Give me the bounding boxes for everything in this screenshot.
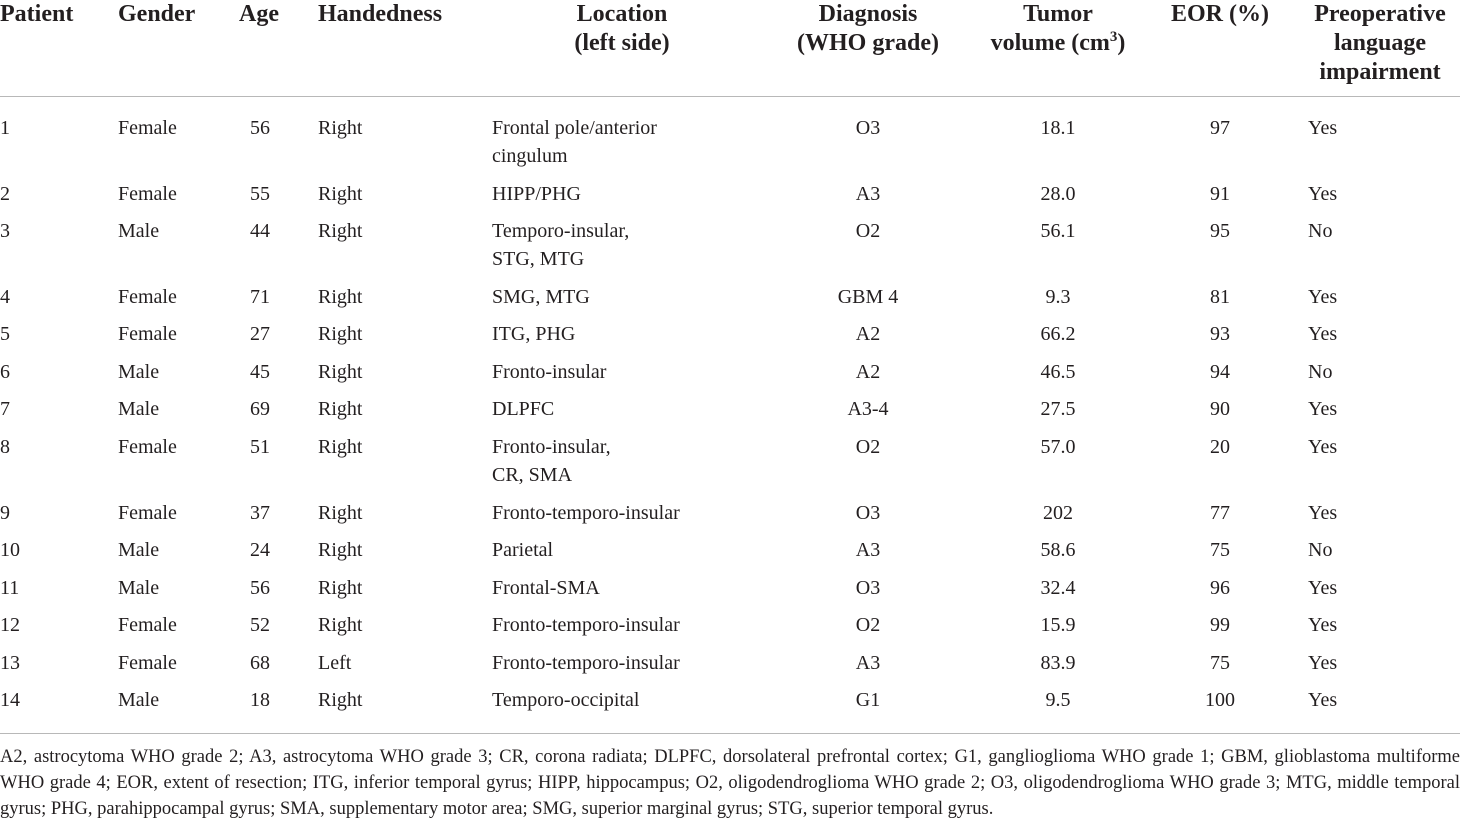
cell-location <box>492 499 752 527</box>
cell-age: 69 <box>250 398 270 420</box>
cell-handedness: Right <box>318 361 363 383</box>
cell-eor: 90 <box>1210 398 1230 420</box>
cell-age: 71 <box>250 286 270 308</box>
cell-line: Fronto-temporo-insular <box>492 614 680 636</box>
cell-age: 52 <box>250 614 270 636</box>
cell-handedness: Right <box>318 436 363 458</box>
cell-gender: Male <box>118 398 160 420</box>
cell-gender: Female <box>118 502 177 524</box>
cell-diagnosis: A3 <box>855 652 881 674</box>
cell-gender: Female <box>118 117 177 139</box>
header-tumor-volume <box>968 0 1148 58</box>
cell-diagnosis: A3-4 <box>847 398 889 420</box>
header-location-line2: (left side) <box>574 30 670 56</box>
cell-location <box>492 686 752 714</box>
header-tumor-line2-text: volume (cm <box>990 30 1110 56</box>
cell-age: 56 <box>250 577 270 599</box>
cell-volume: 18.1 <box>1040 117 1076 139</box>
cell-impairment: Yes <box>1308 398 1338 420</box>
cell-age: 68 <box>250 652 270 674</box>
cell-volume: 202 <box>1043 502 1073 524</box>
cell-eor: 93 <box>1210 323 1230 345</box>
cell-handedness: Right <box>318 220 363 242</box>
cell-handedness: Right <box>318 183 363 205</box>
cell-eor: 77 <box>1210 502 1230 524</box>
cell-line: CR, SMA <box>492 464 573 486</box>
cell-line: STG, MTG <box>492 248 585 270</box>
cell-line: Fronto-temporo-insular <box>492 502 680 524</box>
cell-impairment: Yes <box>1308 117 1338 139</box>
cell-gender: Male <box>118 689 160 711</box>
header-impairment-line2: language <box>1333 30 1426 56</box>
cell-gender: Male <box>118 577 160 599</box>
cell-volume: 9.3 <box>1045 286 1071 308</box>
cell-patient: 13 <box>0 652 20 674</box>
header-tumor-line2 <box>968 29 1148 58</box>
header-impairment <box>1300 0 1460 87</box>
cell-line: Fronto-insular, <box>492 436 611 458</box>
cell-diagnosis: O2 <box>855 220 881 242</box>
cell-eor: 97 <box>1210 117 1230 139</box>
cell-diagnosis: A3 <box>855 539 881 561</box>
cell-patient: 8 <box>0 436 10 458</box>
cell-impairment: Yes <box>1308 323 1338 345</box>
cell-diagnosis: GBM 4 <box>837 286 899 308</box>
cell-diagnosis: A2 <box>855 361 881 383</box>
header-gender: Gender <box>118 1 196 27</box>
cell-age: 56 <box>250 117 270 139</box>
header-eor: EOR (%) <box>1171 1 1269 27</box>
cell-eor: 95 <box>1210 220 1230 242</box>
cell-volume: 46.5 <box>1040 361 1076 383</box>
cell-patient: 14 <box>0 689 20 711</box>
cell-diagnosis: O3 <box>855 502 881 524</box>
cell-line: Parietal <box>492 539 554 561</box>
header-diagnosis-line2: (WHO grade) <box>797 30 939 56</box>
cell-location <box>492 433 752 489</box>
header-impairment-line1: Preoperative <box>1314 1 1446 27</box>
cell-impairment: Yes <box>1308 436 1338 458</box>
header-tumor-line1: Tumor <box>1023 1 1093 27</box>
header-location <box>522 0 722 58</box>
header-diagnosis-line1: Diagnosis <box>818 1 918 27</box>
cell-diagnosis: O2 <box>855 614 881 636</box>
cell-patient: 7 <box>0 398 10 420</box>
cell-handedness: Right <box>318 117 363 139</box>
header-tumor-sup: 3 <box>1109 29 1118 45</box>
cell-line: HIPP/PHG <box>492 183 581 205</box>
cell-impairment: No <box>1308 539 1333 561</box>
cell-patient: 1 <box>0 117 10 139</box>
cell-volume: 56.1 <box>1040 220 1076 242</box>
cell-handedness: Right <box>318 398 363 420</box>
cell-handedness: Right <box>318 539 363 561</box>
cell-handedness: Right <box>318 286 363 308</box>
cell-line: Temporo-insular, <box>492 220 630 242</box>
cell-volume: 58.6 <box>1040 539 1076 561</box>
cell-impairment: Yes <box>1308 614 1338 636</box>
cell-handedness: Left <box>318 652 352 674</box>
cell-age: 51 <box>250 436 270 458</box>
cell-gender: Female <box>118 183 177 205</box>
cell-handedness: Right <box>318 323 363 345</box>
cell-volume: 66.2 <box>1040 323 1076 345</box>
cell-patient: 9 <box>0 502 10 524</box>
cell-patient: 5 <box>0 323 10 345</box>
cell-volume: 83.9 <box>1040 652 1076 674</box>
cell-volume: 28.0 <box>1040 183 1076 205</box>
cell-gender: Male <box>118 539 160 561</box>
cell-patient: 11 <box>0 577 20 599</box>
header-rule <box>0 96 1460 97</box>
cell-gender: Female <box>118 323 177 345</box>
cell-eor: 75 <box>1210 539 1230 561</box>
cell-age: 24 <box>250 539 270 561</box>
cell-gender: Female <box>118 436 177 458</box>
cell-diagnosis: O3 <box>855 577 881 599</box>
cell-location <box>492 180 752 208</box>
cell-line: Frontal-SMA <box>492 577 600 599</box>
cell-eor: 94 <box>1210 361 1230 383</box>
cell-patient: 12 <box>0 614 20 636</box>
cell-eor: 81 <box>1210 286 1230 308</box>
cell-impairment: Yes <box>1308 183 1338 205</box>
cell-diagnosis: O2 <box>855 436 881 458</box>
cell-line: SMG, MTG <box>492 286 590 308</box>
cell-impairment: Yes <box>1308 502 1338 524</box>
cell-eor: 20 <box>1210 436 1230 458</box>
cell-gender: Male <box>118 361 160 383</box>
cell-location <box>492 283 752 311</box>
cell-eor: 100 <box>1205 689 1235 711</box>
cell-gender: Female <box>118 286 177 308</box>
cell-impairment: No <box>1308 361 1333 383</box>
cell-location <box>492 574 752 602</box>
cell-location <box>492 536 752 564</box>
cell-age: 37 <box>250 502 270 524</box>
cell-handedness: Right <box>318 502 363 524</box>
cell-line: Fronto-insular <box>492 361 607 383</box>
cell-diagnosis: O3 <box>855 117 881 139</box>
cell-gender: Male <box>118 220 160 242</box>
cell-location <box>492 320 752 348</box>
cell-line: Fronto-temporo-insular <box>492 652 680 674</box>
header-location-line1: Location <box>576 1 668 27</box>
cell-volume: 32.4 <box>1040 577 1076 599</box>
cell-volume: 57.0 <box>1040 436 1076 458</box>
cell-volume: 9.5 <box>1045 689 1071 711</box>
cell-impairment: Yes <box>1308 689 1338 711</box>
cell-volume: 15.9 <box>1040 614 1076 636</box>
cell-patient: 4 <box>0 286 10 308</box>
cell-gender: Female <box>118 652 177 674</box>
header-patient: Patient <box>0 1 74 27</box>
cell-age: 44 <box>250 220 270 242</box>
cell-handedness: Right <box>318 689 363 711</box>
cell-handedness: Right <box>318 614 363 636</box>
cell-impairment: No <box>1308 220 1333 242</box>
cell-eor: 75 <box>1210 652 1230 674</box>
cell-volume: 27.5 <box>1040 398 1076 420</box>
cell-age: 45 <box>250 361 270 383</box>
cell-diagnosis: A3 <box>855 183 881 205</box>
cell-impairment: Yes <box>1308 577 1338 599</box>
header-tumor-close: ) <box>1117 30 1126 56</box>
cell-age: 27 <box>250 323 270 345</box>
cell-patient: 3 <box>0 220 10 242</box>
cell-location <box>492 217 752 273</box>
cell-diagnosis: A2 <box>855 323 881 345</box>
cell-line: cingulum <box>492 145 568 167</box>
cell-line: Frontal pole/anterior <box>492 117 657 139</box>
cell-age: 55 <box>250 183 270 205</box>
header-handedness: Handedness <box>318 1 443 27</box>
cell-patient: 10 <box>0 539 20 561</box>
cell-patient: 6 <box>0 361 10 383</box>
cell-patient: 2 <box>0 183 10 205</box>
cell-location <box>492 611 752 639</box>
cell-location <box>492 358 752 386</box>
cell-impairment: Yes <box>1308 652 1338 674</box>
cell-diagnosis: G1 <box>855 689 881 711</box>
cell-handedness: Right <box>318 577 363 599</box>
cell-line: DLPFC <box>492 398 555 420</box>
cell-impairment: Yes <box>1308 286 1338 308</box>
header-age: Age <box>239 1 279 27</box>
cell-location <box>492 649 752 677</box>
table-footnote: A2, astrocytoma WHO grade 2; A3, astrocytoma WHO grade 3; CR, corona radiata; DLPFC, dorsolateral prefrontal cortex; G1, ganglioglioma WHO grade 1; GBM, glioblastoma multiforme WHO grade 4; EOR, extent of resection; ITG, inferior temporal gyrus; HIPP, hippocampus; O2, oligodendroglioma WHO grade 2; O3, oligodendroglioma WHO grade 3; MTG, middle temporal gyrus; PHG, parahippocampal gyrus; SMA, supplementary motor area; SMG, superior marginal gyrus; STG, superior temporal gyrus. <box>0 747 1460 819</box>
cell-gender: Female <box>118 614 177 636</box>
cell-location <box>492 114 752 170</box>
cell-location <box>492 395 752 423</box>
header-impairment-line3: impairment <box>1319 59 1441 85</box>
cell-eor: 99 <box>1210 614 1230 636</box>
bottom-rule <box>0 733 1460 734</box>
cell-line: ITG, PHG <box>492 323 576 345</box>
cell-eor: 96 <box>1210 577 1230 599</box>
cell-age: 18 <box>250 689 270 711</box>
cell-line: Temporo-occipital <box>492 689 640 711</box>
header-diagnosis <box>778 0 958 58</box>
cell-eor: 91 <box>1210 183 1230 205</box>
